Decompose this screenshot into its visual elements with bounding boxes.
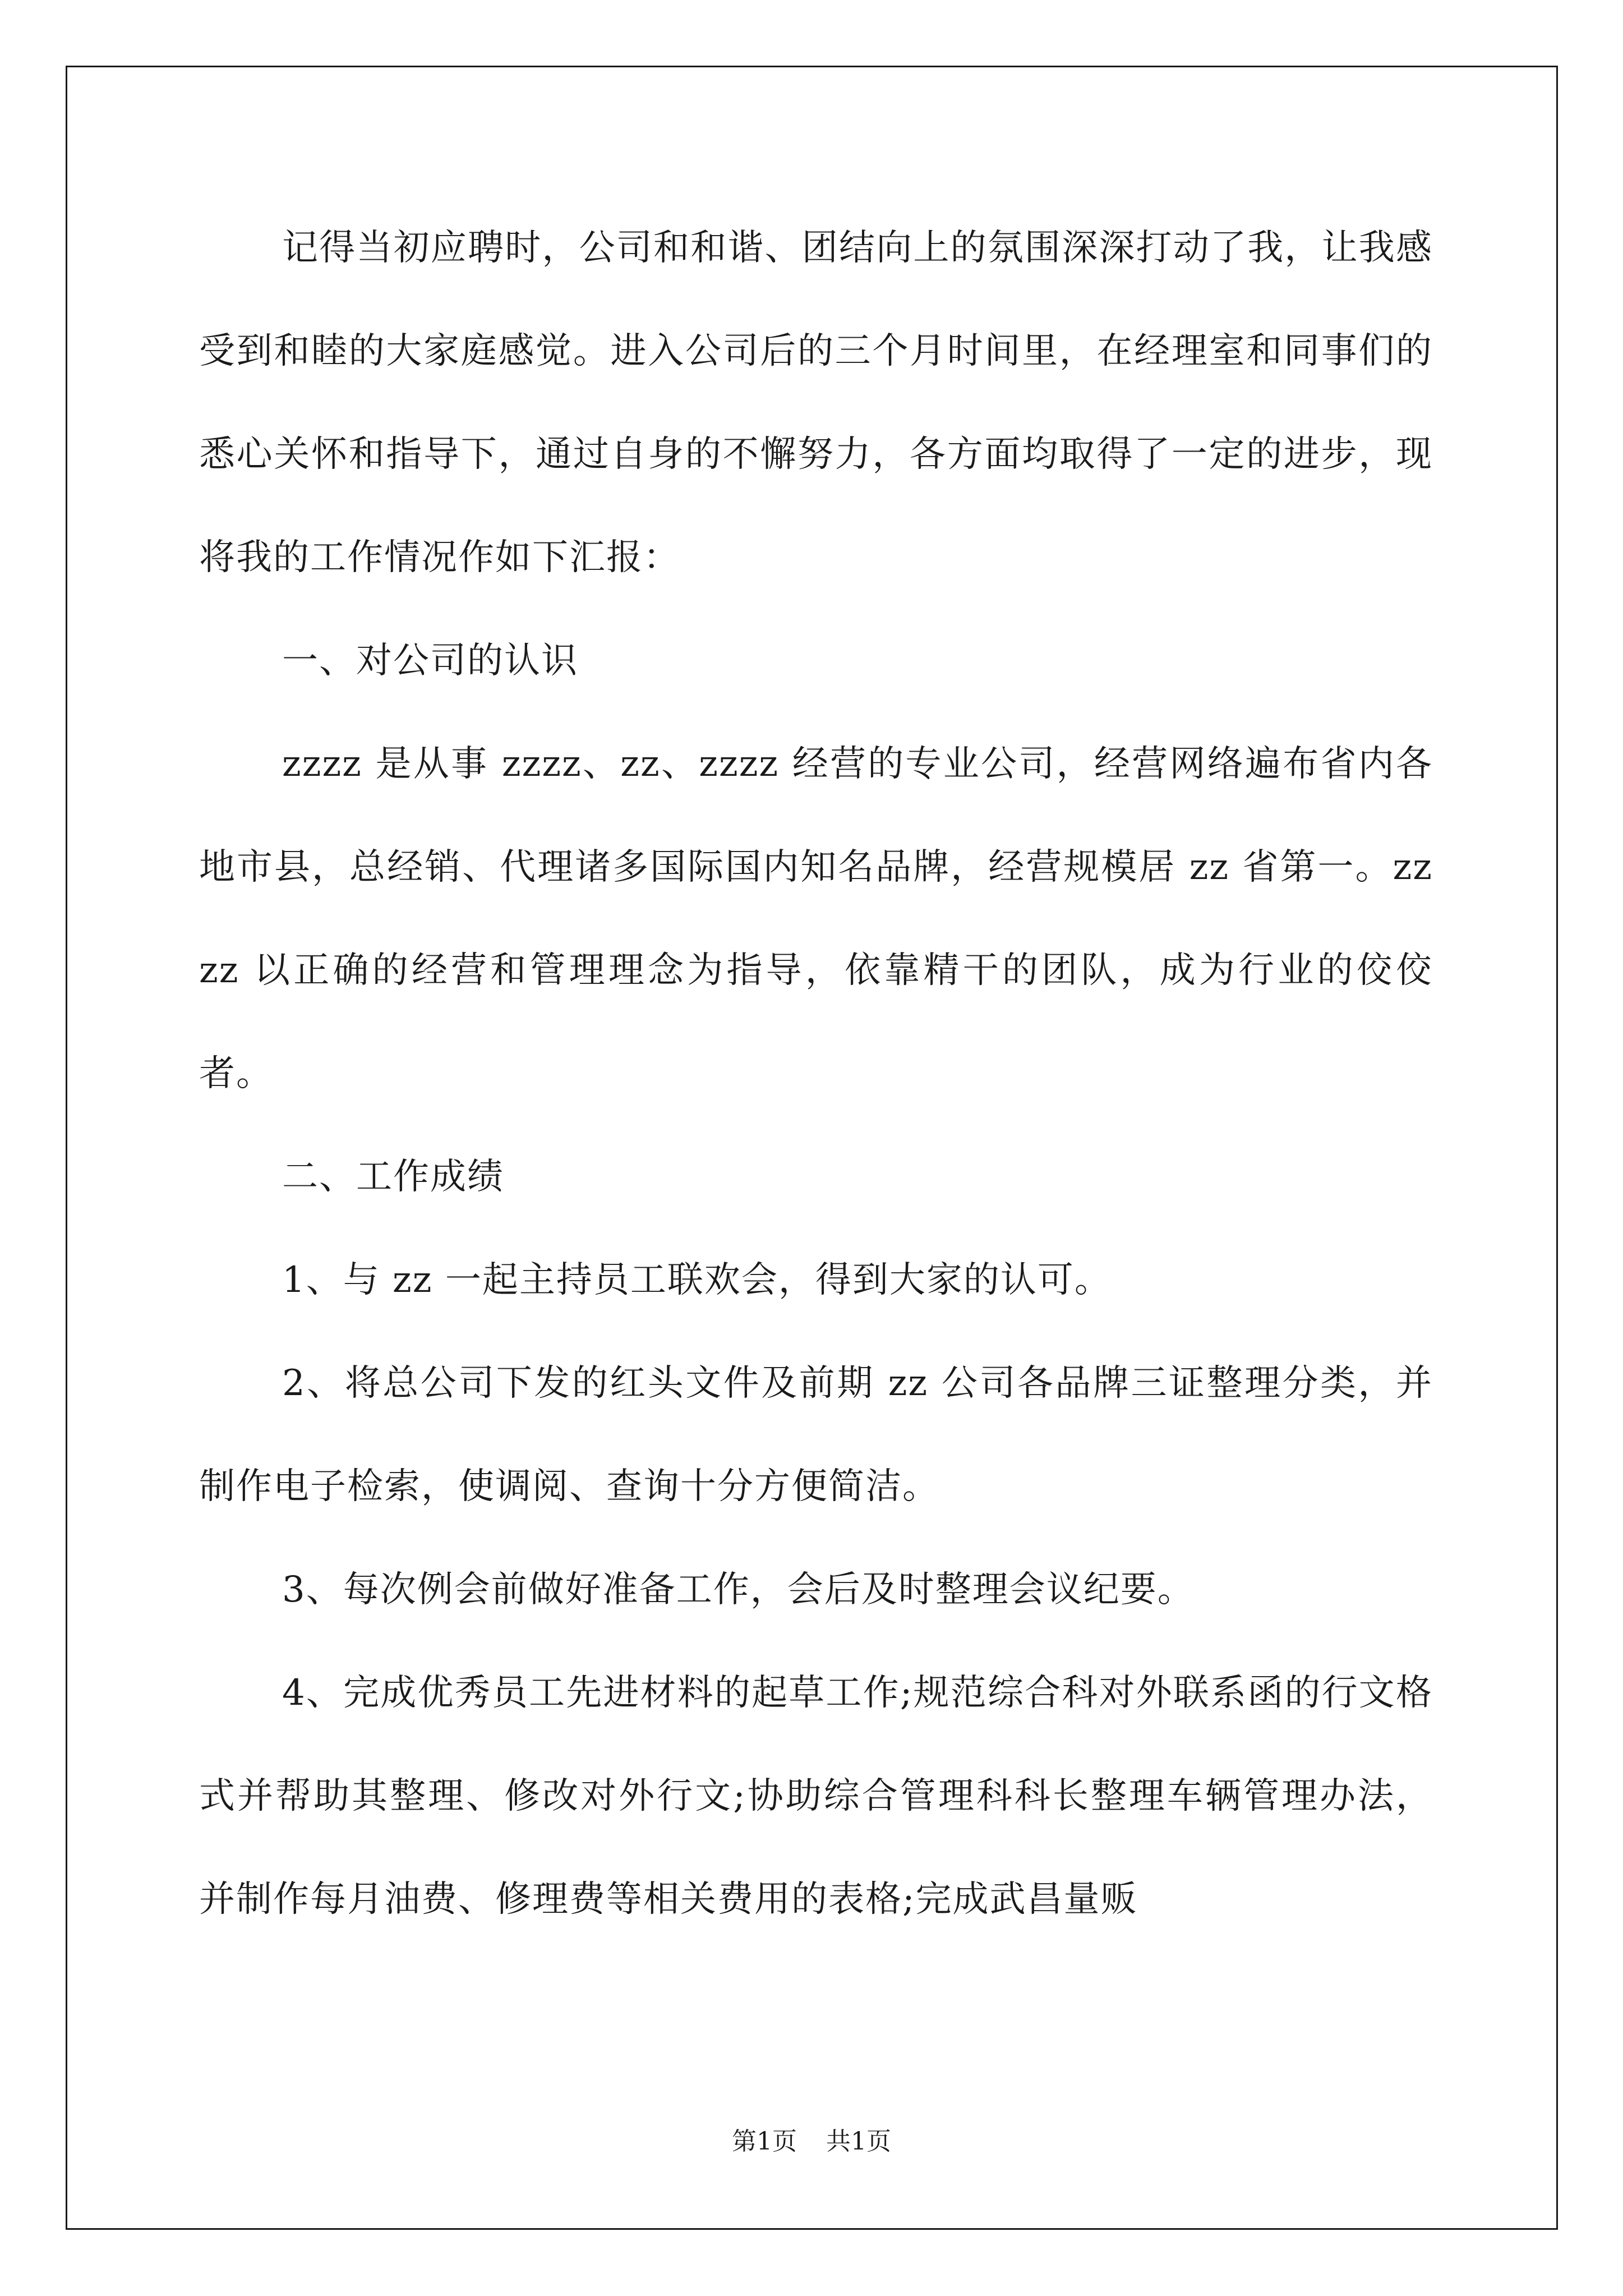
list-item-2: 2、将总公司下发的红头文件及前期 zz 公司各品牌三证整理分类，并制作电子检索，使调阅、查询十分方便简洁。 [199,1363,1433,1507]
paragraph-intro: 记得当初应聘时，公司和和谐、团结向上的氛围深深打动了我，让我感受到和睦的大家庭感觉。进入公司后的三个月时间里，在经理室和同事们的悉心关怀和指导下，通过自身的不懈努力，各方面均取得了一定的进步，现将我的工作情况作如下汇报： [199,227,1433,578]
page-number-current: 第1页 [732,2127,797,2156]
paragraph-company: zzzz 是从事 zzzz、zz、zzzz 经营的专业公司，经营网络遍布省内各地市县，总经销、代理诸多国际国内知名品牌，经营规模居 zz 省第一。zzzz 以正确的经营和管理理念为指导，依靠精干的团队，成为行业的佼佼者。 [199,743,1433,1094]
list-item-3: 3、每次例会前做好准备工作，会后及时整理会议纪要。 [282,1569,1195,1611]
list-item-1: 1、与 zz 一起主持员工联欢会，得到大家的认可。 [282,1259,1112,1301]
section-heading-company: 一、对公司的认识 [282,640,578,682]
document-body [199,196,1433,1951]
page-footer [0,2125,1623,2159]
page-number-total: 共1页 [826,2127,891,2156]
section-heading-achievements: 二、工作成绩 [282,1156,504,1198]
list-item-4: 4、完成优秀员工先进材料的起草工作;规范综合科对外联系函的行文格式并帮助其整理、修改对外行文;协助综合管理科科长整理车辆管理办法，并制作每月油费、修理费等相关费用的表格;完成武昌量贩 [199,1672,1433,1920]
